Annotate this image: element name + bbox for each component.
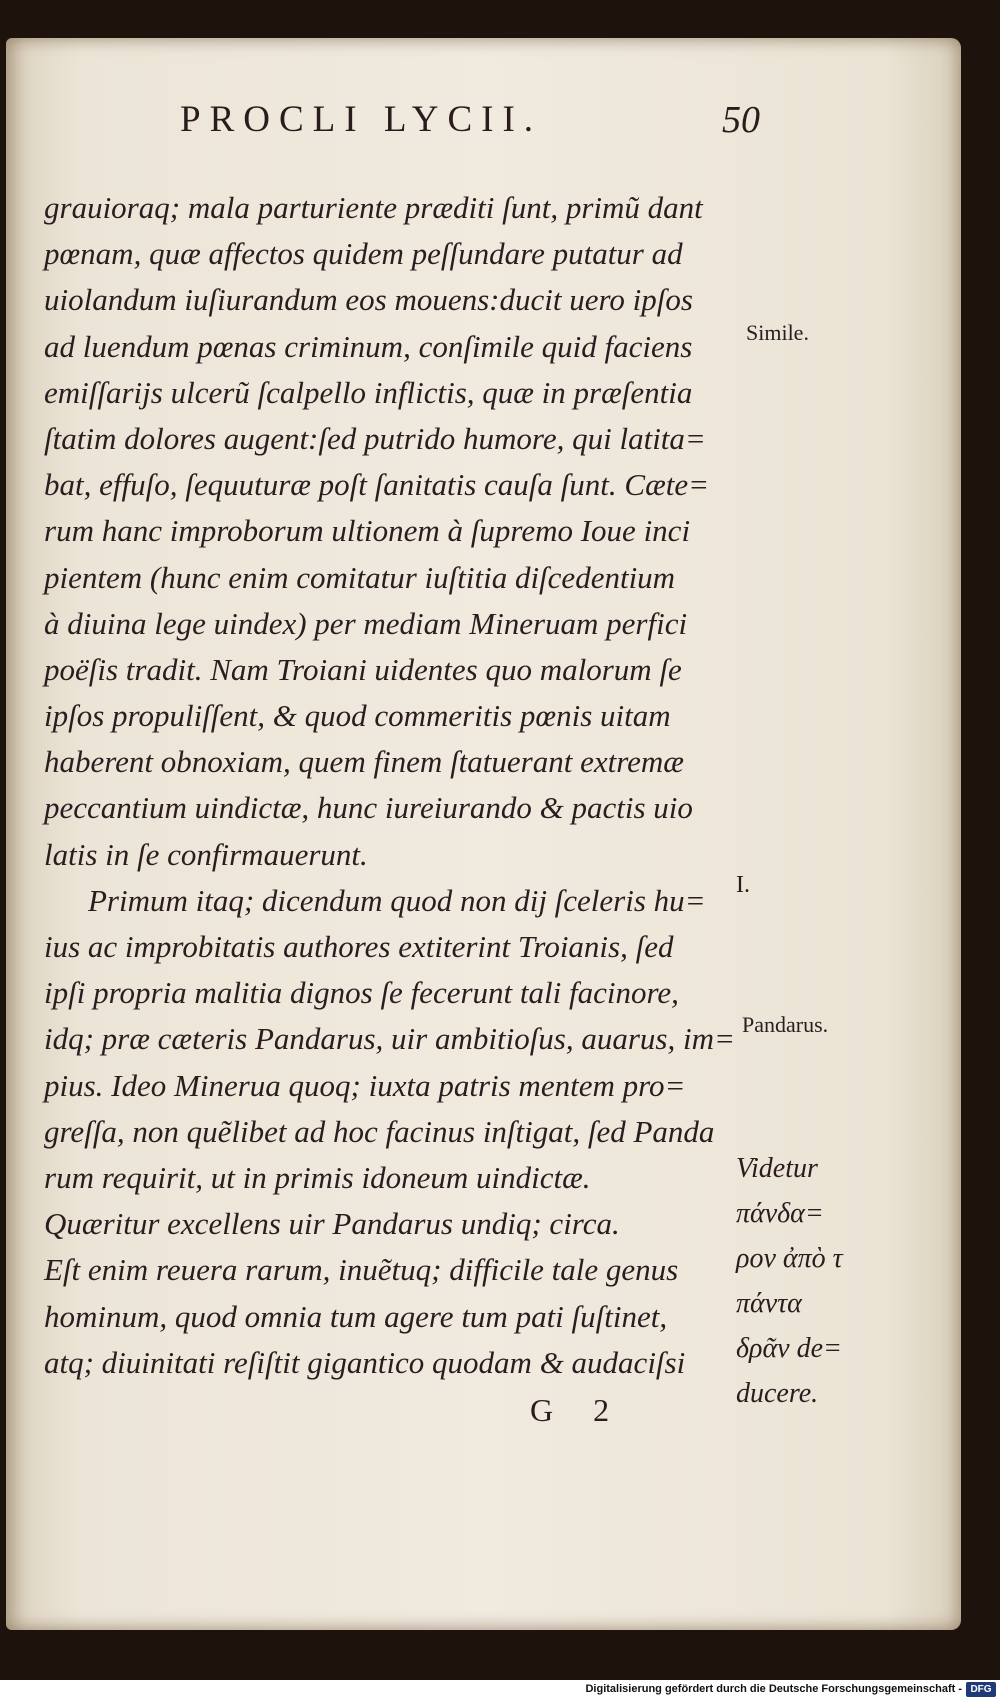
etymology-line: Videtur [736, 1153, 818, 1184]
etymology-line: ducere. [736, 1378, 819, 1409]
text-line: Quæritur excellens uir Pandarus undiq; circa. [44, 1206, 620, 1242]
marginal-note-simile: Simile. [746, 320, 809, 345]
text-line: ius ac improbitatis authores extiterint Troianis, ſed [44, 929, 674, 964]
text-line: latis in ſe confirmauerunt. [44, 836, 368, 872]
text-line: atq; diuinitati reſiſtit gigantico quodam & audaciſsi [44, 1344, 686, 1380]
text-line: ipſi propria malitia dignos ſe fecerunt tali facinore, [44, 975, 679, 1011]
body-text [44, 185, 744, 1386]
text-line: peccantium uindictæ, hunc iureiurando & pactis uio [44, 790, 693, 826]
marginal-note-section-one: I. [736, 872, 750, 898]
text-line: poëſis tradit. Nam Troiani uidentes quo malorum ſe [44, 651, 682, 687]
text-line: grauioraq; mala parturiente præditi ſunt, primũ dant [44, 190, 703, 225]
page-header [0, 98, 955, 148]
text-line: rum hanc improborum ultionem à ſupremo Ioue inci [44, 513, 691, 549]
text-line: ad luendum pœnas criminum, conſimile quid faciens [44, 328, 693, 364]
text-line: bat, effuſo, ſequuturæ poſt ſanitatis cauſa ſunt. Cæte= [44, 467, 710, 503]
text-line: emiſſarijs ulcerũ ſcalpello inflictis, quæ in præſentia [44, 374, 693, 410]
text-line: ſtatim dolores augent:ſed putrido humore, qui latita= [44, 420, 706, 456]
etymology-line: δρᾶν de= [736, 1333, 842, 1364]
funding-credit: Digitalisierung gefördert durch die Deutsche Forschungsgemeinschaft - [585, 1683, 962, 1695]
text-line: haberent obnoxiam, quem finem ſtatuerant extremæ [44, 744, 684, 780]
etymology-line: πάντα [736, 1288, 802, 1319]
folio-number: 50 [722, 99, 760, 141]
etymology-line: πάνδα= [736, 1198, 824, 1229]
dfg-logo: DFG [966, 1682, 996, 1697]
text-line: Primum itaq; dicendum quod non dij ſceleris hu= [88, 882, 706, 918]
text-line: hominum, quod omnia tum agere tum pati ſuſtinet, [44, 1298, 668, 1334]
footer-bar [0, 1680, 1000, 1701]
text-line: greſſa, non quẽlibet ad hoc facinus inſtigat, ſed Panda [44, 1113, 715, 1149]
text-line: Eſt enim reuera rarum, inuẽtuq; difficile tale genus [44, 1252, 679, 1288]
text-line: à diuina lege uindex) per mediam Mineruam perfici [44, 605, 688, 641]
text-line: uiolandum iuſiurandum eos mouens:ducit uero ipſos [44, 282, 693, 318]
marginal-note-etymology [736, 1146, 843, 1416]
signature-mark: G 2 [530, 1392, 626, 1428]
etymology-line: ρον ἀπὸ τ [736, 1243, 843, 1274]
marginal-note-pandarus: Pandarus. [742, 1012, 829, 1037]
text-line: pœnam, quæ affectos quidem peſſundare putatur ad [44, 236, 683, 272]
text-line: rum requirit, ut in primis idoneum uindictæ. [44, 1159, 591, 1195]
text-line: idq; præ cæteris Pandarus, uir ambitioſus, auarus, im= [44, 1021, 735, 1057]
text-line: ipſos propuliſſent, & quod commeritis pœnis uitam [44, 698, 671, 734]
running-head: PROCLI LYCII. [180, 99, 543, 140]
text-line: pius. Ideo Minerua quoq; iuxta patris mentem pro= [44, 1067, 686, 1103]
text-line: pientem (hunc enim comitatur iuſtitia diſcedentium [44, 559, 676, 595]
